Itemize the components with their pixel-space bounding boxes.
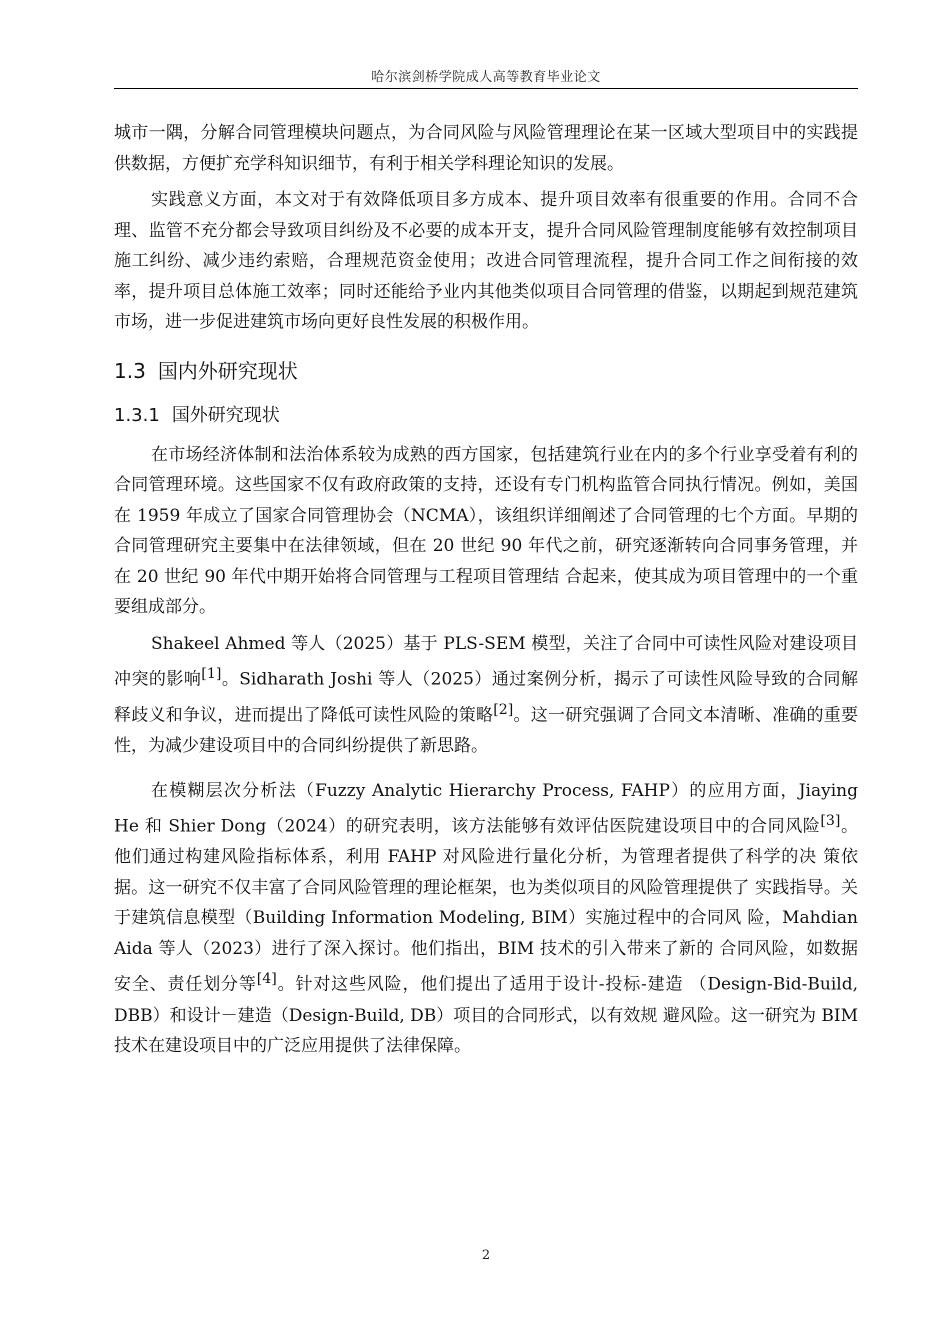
header-divider	[114, 88, 858, 89]
subsection-heading	[114, 396, 858, 436]
subsection-number: 1.3.1	[114, 404, 160, 426]
running-header: 哈尔滨剑桥学院成人高等教育毕业论文	[371, 70, 601, 85]
citation-ref: [2]	[493, 702, 514, 719]
paragraph-practical-significance: 实践意义方面，本文对于有效降低项目多方成本、提升项目效率有很重要的作用。合同不合理、监管不充分都会导致项目纠纷及不必要的成本开支，提升合同风险管理制度能够有效控制项目施工纠纷、减少违约索赔，合理规范资金使用；改进合同管理流程，提升合同工作之间衔接的效率，提升项目总体施工效率；同时还能给予业内其他类似项目合同管理的借鉴，以期起到规范建筑市场，进一步促进建筑市场向更好良性发展的积极作用。	[114, 190, 858, 332]
paragraph-western-overview: 在市场经济体制和法治体系较为成熟的西方国家，包括建筑行业在内的多个行业享受着有利的合同管理环境。这些国家不仅有政府政策的支持，还设有专门机构监管合同执行情况。例如，美国在 1959 年成立了国家合同管理协会（NCMA），该组织详细阐述了合同管理的七个方面。早期的合同管理研究主要集中在法律领域，但在 20 世纪 90 年代之前，研究逐渐转向合同事务管理，并在 20 世纪 90 年代中期开始将合同管理与工程项目管理结 合起来，使其成为项目管理中的一个重要组成部分。	[114, 444, 858, 617]
paragraph-text: 在模糊层次分析法（Fuzzy Analytic Hierarchy Process, FAHP）的应用方面，Jiaying He 和 Shier Dong（2024）的研究表明，该方法能够有效评估医院建设项目中的合同风险	[114, 780, 858, 837]
paragraph-text: 。针对这些风险，他们提出了适用于设计-投标-建造 （Design-Bid-Build, DBB）和设计－建造（Design-Build, DB）项目的合同形式，以有效规 避风险。这一研究为 BIM 技术在建设项目中的广泛应用提供了法律保障。	[114, 975, 858, 1057]
page-number: 2	[481, 1248, 491, 1263]
document-body	[114, 118, 858, 1062]
citation-ref: [1]	[201, 666, 222, 682]
paragraph-continuation: 城市一隅，分解合同管理模块问题点，为合同风险与风险管理理论在某一区域大型项目中的实践提供数据，方便扩充学科知识细节，有利于相关学科理论知识的发展。	[114, 123, 858, 174]
section-title: 国内外研究现状	[157, 358, 298, 383]
paragraph-fahp-bim	[114, 776, 858, 1062]
citation-ref: [3]	[820, 813, 841, 830]
paragraph-text: 。这一研究强调了合同文本清晰、准确的重要性，为减少建设项目中的合同纠纷提供了新思路。	[114, 705, 859, 757]
paragraph-text: Shakeel Ahmed 等人（2025）基于 PLS-SEM 模型，关注了合同中可读性风险对建设项目冲突的影响	[114, 633, 858, 690]
subsection-title: 国外研究现状	[171, 404, 280, 426]
citation-ref: [4]	[256, 971, 277, 988]
section-heading	[114, 348, 858, 394]
paragraph-text: 。 他们通过构建风险指标体系，利用 FAHP 对风险进行量化分析，为管理者提供了科学的决 策依据。这一研究不仅丰富了合同风险管理的理论框架，也为类似项目的风险管理提供了 实践指导。关于建筑信息模型（Building Information Modeling, BIM）实施过程中的合同风 险，Mahdian Aida 等人（2023）进行了深入探讨。他们指出，BIM 技术的引入带来了新的 合同风险，如数据安全、责任划分等	[114, 816, 858, 996]
section-number: 1.3	[114, 358, 146, 383]
paragraph-text: 。Sidharath Joshi 等人（2025）通过案例分析，揭示了可读性风险导致的合同解释歧义和争议，进而提出了降低可读性风险的策略	[114, 669, 858, 726]
paragraph-readability-risk	[114, 629, 858, 762]
